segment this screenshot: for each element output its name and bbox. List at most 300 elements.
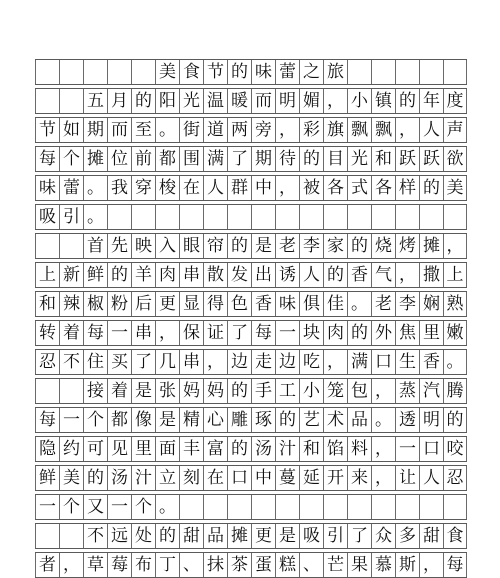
grid-cell: ， — [419, 553, 443, 577]
grid-cell: 琢 — [251, 408, 275, 432]
grid-cell: 人 — [203, 176, 227, 200]
grid-cell: 食 — [179, 60, 203, 84]
grid-cell: 光 — [347, 147, 371, 171]
grid-cell: 吸 — [299, 524, 323, 548]
grid-cell: 的 — [227, 234, 251, 258]
grid-cell: 边 — [227, 350, 251, 374]
grid-cell: 口 — [419, 437, 443, 461]
grid-cell: 和 — [35, 292, 59, 316]
grid-cell: 更 — [251, 524, 275, 548]
grid-cell: 围 — [179, 147, 203, 171]
grid-cell — [443, 60, 467, 84]
grid-cell: 的 — [275, 408, 299, 432]
grid-cell: 中 — [251, 466, 275, 490]
grid-cell: 品 — [347, 408, 371, 432]
grid-cell: 明 — [275, 89, 299, 113]
grid-cell: 新 — [59, 263, 83, 287]
grid-cell: 甜 — [419, 524, 443, 548]
grid-cell: 都 — [155, 147, 179, 171]
grid-cell — [419, 205, 443, 229]
grid-cell — [299, 205, 323, 229]
grid-cell: 。 — [155, 495, 179, 519]
grid-cell: 证 — [203, 321, 227, 345]
grid-cell: 像 — [131, 408, 155, 432]
grid-cell: 都 — [107, 408, 131, 432]
grid-cell: 串 — [179, 263, 203, 287]
grid-cell: 抹 — [203, 553, 227, 577]
grid-cell: 外 — [371, 321, 395, 345]
grid-cell: 小 — [299, 379, 323, 403]
grid-cell: 在 — [203, 466, 227, 490]
grid-cell: 先 — [107, 234, 131, 258]
grid-cell: 样 — [395, 176, 419, 200]
grid-cell: 茶 — [227, 553, 251, 577]
grid-cell: 而 — [251, 89, 275, 113]
grid-cell: 味 — [251, 60, 275, 84]
grid-cell: 各 — [323, 176, 347, 200]
grid-cell: 走 — [251, 350, 275, 374]
grid-cell: 小 — [347, 89, 371, 113]
grid-cell — [59, 379, 83, 403]
grid-cell: 度 — [443, 89, 467, 113]
grid-cell — [395, 495, 419, 519]
grid-cell: 和 — [371, 147, 395, 171]
grid-cell: 鲜 — [35, 466, 59, 490]
grid-cell: 远 — [107, 524, 131, 548]
grid-cell — [131, 205, 155, 229]
grid-cell: 丁 — [155, 553, 179, 577]
grid-cell: 人 — [419, 466, 443, 490]
essay-line — [35, 117, 467, 143]
grid-cell: 道 — [203, 118, 227, 142]
grid-cell — [347, 205, 371, 229]
grid-cell: 了 — [131, 350, 155, 374]
essay-line — [35, 204, 467, 230]
grid-cell: 立 — [155, 466, 179, 490]
grid-cell: 心 — [203, 408, 227, 432]
grid-cell: 色 — [227, 292, 251, 316]
grid-cell: ， — [155, 321, 179, 345]
grid-cell — [275, 495, 299, 519]
grid-cell: 忍 — [35, 350, 59, 374]
grid-cell: 首 — [83, 234, 107, 258]
grid-cell — [179, 205, 203, 229]
grid-cell: ， — [275, 118, 299, 142]
grid-cell — [371, 205, 395, 229]
grid-cell: 俱 — [299, 292, 323, 316]
grid-cell: 品 — [203, 524, 227, 548]
grid-cell: 目 — [323, 147, 347, 171]
grid-cell: 中 — [251, 176, 275, 200]
grid-cell: 期 — [83, 118, 107, 142]
grid-cell: 又 — [83, 495, 107, 519]
grid-cell: 摊 — [419, 234, 443, 258]
grid-cell — [107, 60, 131, 84]
essay-line — [35, 146, 467, 172]
grid-cell: 和 — [299, 437, 323, 461]
grid-cell: ， — [323, 350, 347, 374]
grid-cell: 各 — [371, 176, 395, 200]
grid-cell: 一 — [107, 495, 131, 519]
grid-cell — [251, 495, 275, 519]
grid-cell: 的 — [419, 176, 443, 200]
grid-cell: 妈 — [203, 379, 227, 403]
grid-cell: 出 — [251, 263, 275, 287]
grid-cell: 的 — [227, 379, 251, 403]
grid-cell: 食 — [443, 524, 467, 548]
grid-cell: 年 — [419, 89, 443, 113]
grid-cell: 美 — [155, 60, 179, 84]
grid-cell: 老 — [275, 234, 299, 258]
grid-cell: 引 — [323, 524, 347, 548]
grid-cell: 汁 — [131, 466, 155, 490]
grid-cell: 艺 — [299, 408, 323, 432]
grid-cell: 羊 — [131, 263, 155, 287]
grid-cell: 之 — [299, 60, 323, 84]
grid-cell: 生 — [395, 350, 419, 374]
grid-cell: 工 — [275, 379, 299, 403]
essay-line — [35, 88, 467, 114]
grid-cell: 至 — [131, 118, 155, 142]
grid-cell: 的 — [107, 263, 131, 287]
grid-cell: 是 — [251, 234, 275, 258]
grid-cell: 个 — [59, 147, 83, 171]
grid-cell: 的 — [83, 466, 107, 490]
grid-cell: 节 — [35, 118, 59, 142]
grid-cell: 飘 — [347, 118, 371, 142]
grid-cell — [203, 205, 227, 229]
grid-cell: 老 — [371, 292, 395, 316]
grid-cell: 口 — [227, 466, 251, 490]
grid-cell — [419, 60, 443, 84]
grid-cell: 里 — [419, 321, 443, 345]
grid-cell: 镇 — [371, 89, 395, 113]
grid-cell: 期 — [251, 147, 275, 171]
grid-cell: 诱 — [275, 263, 299, 287]
essay-line — [35, 378, 467, 404]
grid-cell: 香 — [251, 292, 275, 316]
grid-cell: 散 — [203, 263, 227, 287]
grid-cell: 每 — [35, 147, 59, 171]
grid-cell: 让 — [395, 466, 419, 490]
grid-cell — [395, 60, 419, 84]
grid-cell: 味 — [275, 292, 299, 316]
essay-line — [35, 175, 467, 201]
grid-cell: 的 — [155, 524, 179, 548]
grid-cell: 汁 — [275, 437, 299, 461]
grid-cell — [35, 234, 59, 258]
grid-cell: 发 — [227, 263, 251, 287]
grid-cell: 李 — [299, 234, 323, 258]
grid-cell: 来 — [347, 466, 371, 490]
grid-cell: 满 — [203, 147, 227, 171]
grid-cell: 帘 — [203, 234, 227, 258]
grid-cell: ， — [275, 176, 299, 200]
grid-cell: 跃 — [419, 147, 443, 171]
grid-cell: 甜 — [179, 524, 203, 548]
grid-cell: 个 — [59, 495, 83, 519]
grid-cell: 熟 — [443, 292, 467, 316]
grid-cell: 跃 — [395, 147, 419, 171]
grid-cell: 蕾 — [59, 176, 83, 200]
grid-cell: 、 — [299, 553, 323, 577]
grid-cell: 慕 — [371, 553, 395, 577]
grid-cell: 位 — [107, 147, 131, 171]
grid-cell: 媚 — [299, 89, 323, 113]
grid-cell — [347, 495, 371, 519]
grid-cell: 草 — [83, 553, 107, 577]
grid-cell: 旅 — [323, 60, 347, 84]
grid-cell: 斯 — [395, 553, 419, 577]
grid-cell: 住 — [83, 350, 107, 374]
grid-cell — [443, 205, 467, 229]
grid-cell: 摊 — [227, 524, 251, 548]
grid-cell: 粉 — [107, 292, 131, 316]
grid-cell: 飘 — [371, 118, 395, 142]
grid-cell: 张 — [155, 379, 179, 403]
grid-cell: 焦 — [395, 321, 419, 345]
grid-cell: 众 — [371, 524, 395, 548]
grid-cell: ， — [203, 350, 227, 374]
essay-line — [35, 291, 467, 317]
grid-cell: 旗 — [323, 118, 347, 142]
grid-cell: 、 — [179, 553, 203, 577]
grid-cell: 气 — [371, 263, 395, 287]
grid-cell: 汤 — [107, 466, 131, 490]
grid-cell: 透 — [395, 408, 419, 432]
grid-cell: 节 — [203, 60, 227, 84]
grid-cell: 汽 — [419, 379, 443, 403]
grid-cell: ， — [443, 234, 467, 258]
grid-cell: 一 — [107, 321, 131, 345]
grid-cell: 旁 — [251, 118, 275, 142]
grid-cell: 个 — [131, 495, 155, 519]
grid-cell: 延 — [299, 466, 323, 490]
grid-cell — [107, 205, 131, 229]
grid-cell: 。 — [155, 118, 179, 142]
grid-cell: 光 — [179, 89, 203, 113]
grid-cell: 糕 — [275, 553, 299, 577]
grid-cell — [59, 60, 83, 84]
grid-cell — [347, 60, 371, 84]
grid-cell: 每 — [83, 321, 107, 345]
grid-cell: 人 — [299, 263, 323, 287]
grid-cell: 娴 — [419, 292, 443, 316]
grid-cell: 蔓 — [275, 466, 299, 490]
grid-cell: 我 — [107, 176, 131, 200]
grid-cell: 串 — [179, 350, 203, 374]
grid-cell: 术 — [323, 408, 347, 432]
grid-cell: 了 — [227, 147, 251, 171]
grid-cell: 温 — [203, 89, 227, 113]
grid-cell: 咬 — [443, 437, 467, 461]
grid-cell: 是 — [131, 379, 155, 403]
grid-cell: 保 — [179, 321, 203, 345]
grid-cell: 不 — [59, 350, 83, 374]
grid-cell: 块 — [299, 321, 323, 345]
grid-cell — [371, 495, 395, 519]
grid-cell — [371, 60, 395, 84]
grid-cell: 接 — [83, 379, 107, 403]
grid-cell: 雕 — [227, 408, 251, 432]
grid-cell — [443, 495, 467, 519]
grid-cell: 引 — [59, 205, 83, 229]
grid-cell: 眼 — [179, 234, 203, 258]
grid-cell — [83, 60, 107, 84]
grid-cell — [179, 495, 203, 519]
grid-cell: 味 — [35, 176, 59, 200]
grid-cell: 者 — [35, 553, 59, 577]
grid-cell: 如 — [59, 118, 83, 142]
grid-cell: 辣 — [59, 292, 83, 316]
grid-cell: 式 — [347, 176, 371, 200]
grid-cell: 穿 — [131, 176, 155, 200]
grid-cell: 梭 — [155, 176, 179, 200]
essay-line — [35, 262, 467, 288]
grid-cell: 月 — [107, 89, 131, 113]
grid-cell: ， — [395, 263, 419, 287]
essay-line — [35, 349, 467, 375]
grid-cell: 的 — [227, 60, 251, 84]
grid-cell: 料 — [347, 437, 371, 461]
grid-cell: 了 — [347, 524, 371, 548]
grid-cell: 几 — [155, 350, 179, 374]
grid-cell: 不 — [83, 524, 107, 548]
essay-line — [35, 320, 467, 346]
grid-cell: 了 — [227, 321, 251, 345]
grid-cell: ， — [371, 437, 395, 461]
grid-cell: 开 — [323, 466, 347, 490]
essay-line — [35, 436, 467, 462]
grid-cell: 多 — [395, 524, 419, 548]
grid-cell: 被 — [299, 176, 323, 200]
grid-cell: 隐 — [35, 437, 59, 461]
grid-cell: 一 — [35, 495, 59, 519]
grid-cell: 待 — [275, 147, 299, 171]
grid-cell: 果 — [347, 553, 371, 577]
grid-cell: 上 — [443, 263, 467, 287]
grid-cell: 后 — [131, 292, 155, 316]
grid-cell: 蛋 — [251, 553, 275, 577]
grid-cell: 暖 — [227, 89, 251, 113]
grid-cell: 美 — [59, 466, 83, 490]
grid-cell: 李 — [395, 292, 419, 316]
grid-cell: 。 — [347, 292, 371, 316]
grid-cell — [59, 89, 83, 113]
grid-cell: 的 — [347, 321, 371, 345]
grid-cell: 每 — [35, 408, 59, 432]
grid-cell: 人 — [419, 118, 443, 142]
grid-cell — [155, 205, 179, 229]
grid-cell: 佳 — [323, 292, 347, 316]
grid-cell: 富 — [203, 437, 227, 461]
grid-cell: 见 — [107, 437, 131, 461]
grid-cell: 的 — [347, 234, 371, 258]
grid-cell: 蕾 — [275, 60, 299, 84]
grid-cell: 美 — [443, 176, 467, 200]
grid-cell: 里 — [131, 437, 155, 461]
grid-cell: 处 — [131, 524, 155, 548]
grid-cell: 芒 — [323, 553, 347, 577]
grid-cell: 是 — [275, 524, 299, 548]
grid-cell — [59, 524, 83, 548]
grid-cell: 上 — [35, 263, 59, 287]
grid-cell: 丰 — [179, 437, 203, 461]
grid-cell: 精 — [179, 408, 203, 432]
grid-cell: 满 — [347, 350, 371, 374]
grid-cell: 的 — [395, 89, 419, 113]
grid-cell: 椒 — [83, 292, 107, 316]
grid-cell: ， — [371, 466, 395, 490]
grid-cell: 边 — [275, 350, 299, 374]
grid-cell: 。 — [83, 205, 107, 229]
essay-line — [35, 523, 467, 549]
grid-cell — [323, 205, 347, 229]
grid-cell: 香 — [419, 350, 443, 374]
grid-cell: 每 — [251, 321, 275, 345]
grid-cell: 笼 — [323, 379, 347, 403]
grid-cell: 。 — [371, 408, 395, 432]
grid-cell: 约 — [59, 437, 83, 461]
grid-cell: 手 — [251, 379, 275, 403]
grid-cell: 香 — [347, 263, 371, 287]
grid-cell: 妈 — [179, 379, 203, 403]
essay-line — [35, 407, 467, 433]
grid-cell — [35, 379, 59, 403]
essay-line — [35, 552, 467, 578]
grid-cell: 买 — [107, 350, 131, 374]
grid-cell: 面 — [155, 437, 179, 461]
grid-cell: 个 — [83, 408, 107, 432]
grid-cell: 着 — [107, 379, 131, 403]
grid-cell: 一 — [275, 321, 299, 345]
grid-cell: 烧 — [371, 234, 395, 258]
grid-cell: 每 — [443, 553, 467, 577]
grid-cell: 一 — [59, 408, 83, 432]
grid-cell: 家 — [323, 234, 347, 258]
grid-cell — [131, 60, 155, 84]
grid-cell: 的 — [323, 263, 347, 287]
grid-cell: 鲜 — [83, 263, 107, 287]
grid-cell: 蒸 — [395, 379, 419, 403]
grid-cell: 阳 — [155, 89, 179, 113]
grid-cell: 布 — [131, 553, 155, 577]
grid-cell: 明 — [419, 408, 443, 432]
grid-cell: 吃 — [299, 350, 323, 374]
grid-cell: 得 — [203, 292, 227, 316]
grid-cell: 串 — [131, 321, 155, 345]
grid-cell: 嫩 — [443, 321, 467, 345]
grid-cell — [227, 495, 251, 519]
grid-cell: 映 — [131, 234, 155, 258]
grid-cell: ， — [323, 89, 347, 113]
grid-cell: ， — [371, 379, 395, 403]
grid-cell: 馅 — [323, 437, 347, 461]
essay-line — [35, 465, 467, 491]
grid-cell: 汤 — [251, 437, 275, 461]
grid-cell — [203, 495, 227, 519]
grid-cell: 的 — [443, 408, 467, 432]
grid-cell: 着 — [59, 321, 83, 345]
grid-cell: 可 — [83, 437, 107, 461]
grid-cell — [35, 60, 59, 84]
grid-cell: 刻 — [179, 466, 203, 490]
grid-cell — [419, 495, 443, 519]
grid-cell: 一 — [395, 437, 419, 461]
grid-cell: 彩 — [299, 118, 323, 142]
grid-cell — [251, 205, 275, 229]
grid-cell: 摊 — [83, 147, 107, 171]
